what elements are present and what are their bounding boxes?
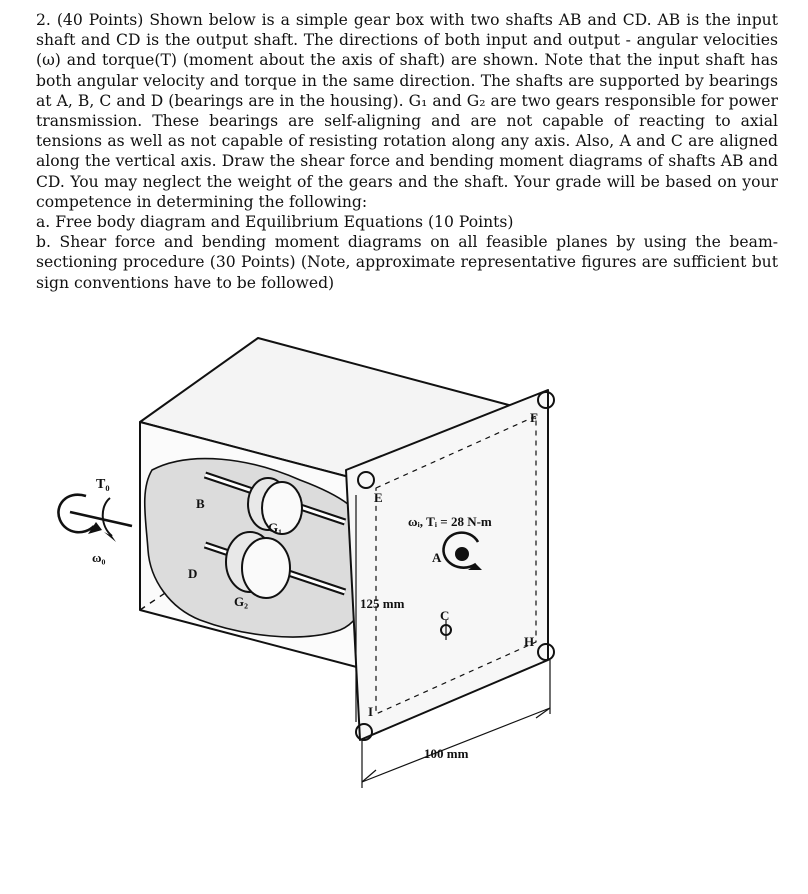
label-input-spec: ωᵢ, Tᵢ = 28 N-m bbox=[408, 514, 492, 529]
gearbox-drawing bbox=[0, 330, 808, 890]
label-output-omega: ω₀ bbox=[92, 550, 106, 565]
output-omega-arrow bbox=[103, 498, 112, 536]
label-bearing-c: C bbox=[440, 608, 450, 623]
label-dim-vertical: 125 mm bbox=[360, 596, 405, 611]
label-bearing-b: B bbox=[196, 496, 205, 511]
label-bearing-a: A bbox=[432, 550, 442, 565]
output-shaft-stub bbox=[70, 512, 132, 526]
label-dim-horizontal: 100 mm bbox=[424, 746, 469, 761]
part-a: a. Free body diagram and Equilibrium Equations (10 Points) bbox=[36, 213, 514, 232]
label-point-i: I bbox=[368, 704, 374, 719]
problem-statement: 2. (40 Points) Shown below is a simple gear box with two shafts AB and CD. AB is the input shaft and CD is the output shaft. The directions of both input and output - angular velocities (ω) and torque(T) (moment about the axis of shaft) are shown. Note that the input shaft has both angular velocity and torque in the same direction. The shafts are supported by bearings at A, B, C and D (bearings are in the housing). G₁ and G₂ are two gears responsible for power transmission. These bearings are self-aligning and are not capable of reacting to axial tensions as well as not capable of resisting rotation along any axis. Also, A and C are aligned along the vertical axis. Draw the shear force and bending moment diagrams of shafts AB and CD. You may neglect the weight of the gears and the shaft. Your grade will be based on your competence in determining the following: bbox=[36, 11, 778, 211]
label-point-h: H bbox=[524, 634, 535, 649]
label-output-torque: T₀ bbox=[96, 477, 110, 492]
label-gear-2: G₂ bbox=[234, 594, 249, 609]
label-point-e: E bbox=[374, 490, 383, 505]
label-bearing-d: D bbox=[188, 566, 198, 581]
label-point-f: F bbox=[530, 410, 538, 425]
shaft-end-a bbox=[456, 548, 468, 560]
label-gear-1: G₁ bbox=[268, 520, 283, 535]
problem-text bbox=[36, 10, 778, 293]
gearbox-figure bbox=[0, 330, 808, 890]
part-b: b. Shear force and bending moment diagrams on all feasible planes by using the beam-sectioning procedure (30 Points) (Note, approximate representative figures are sufficient but sign conventions have to be followed) bbox=[36, 233, 778, 292]
